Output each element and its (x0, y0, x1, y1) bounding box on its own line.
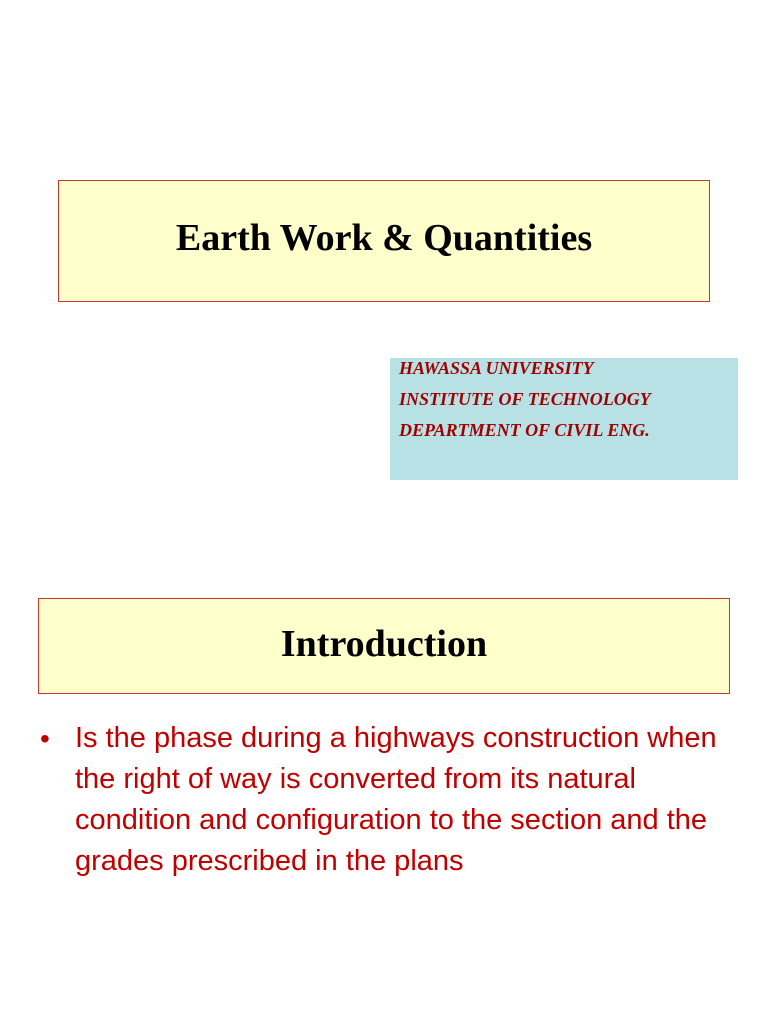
title-box (58, 180, 710, 302)
section-heading-box (38, 598, 730, 694)
bullet-marker: • (40, 723, 50, 754)
section-heading: Introduction (280, 623, 488, 665)
department-name: DEPARTMENT OF CIVIL ENG. (399, 420, 650, 440)
institute-name: INSTITUTE OF TECHNOLOGY (399, 389, 651, 409)
bullet-list (40, 718, 740, 882)
bullet-item (40, 718, 740, 882)
institution-box (390, 358, 738, 480)
slide-title: Earth Work & Quantities (175, 217, 593, 259)
university-name: HAWASSA UNIVERSITY (399, 358, 594, 378)
bullet-text: Is the phase during a highways construction when the right of way is converted from its natural condition and configuration to the section and the grades prescribed in the plans (75, 722, 717, 877)
